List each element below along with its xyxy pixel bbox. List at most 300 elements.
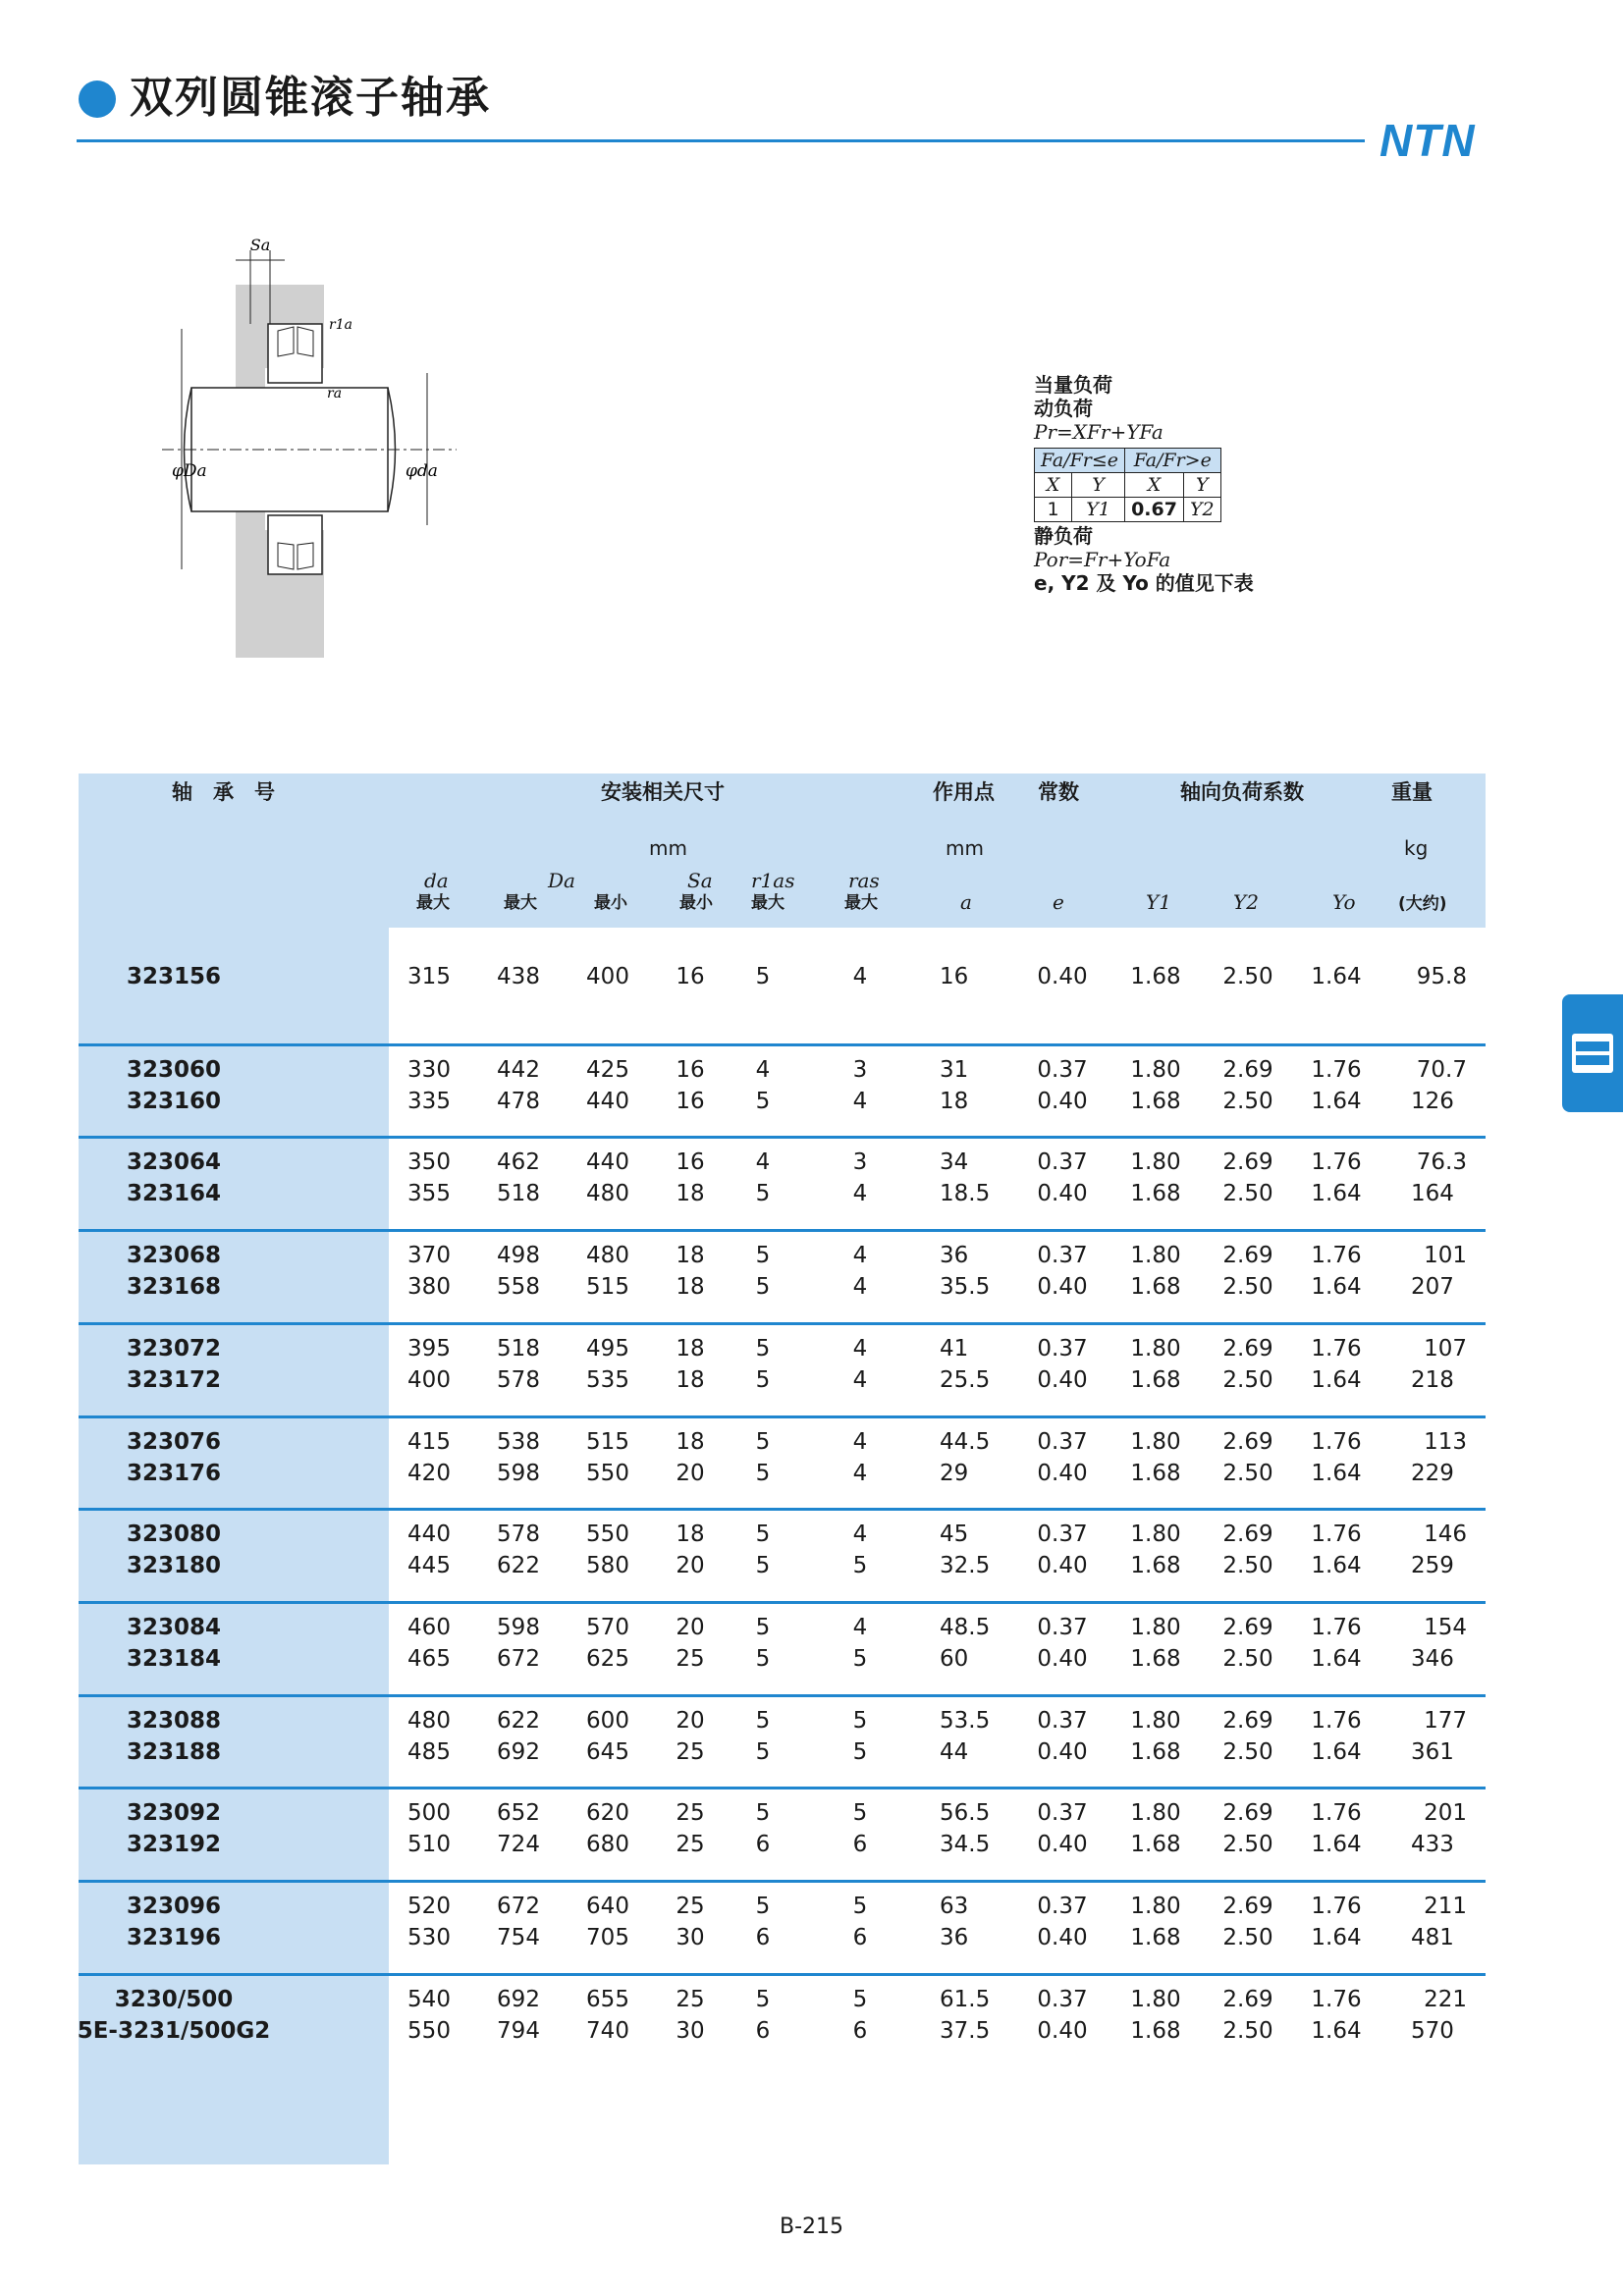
table-cell: 705: [586, 1925, 629, 1950]
bearing-number-cell[interactable]: 323092: [126, 1800, 222, 1827]
table-row: [0, 1736, 1623, 1768]
table-cell: 0.37: [1037, 1056, 1088, 1083]
unit-mm-a: mm: [946, 836, 984, 860]
table-cell: 692: [497, 1986, 540, 2012]
limit-min-Da: 最小: [594, 893, 627, 913]
load-factor-table: [1034, 448, 1221, 522]
table-cell: 425: [586, 1056, 629, 1083]
val-x2: 0.67: [1125, 498, 1184, 522]
table-row: [0, 1086, 1623, 1117]
dynamic-load-heading: 动负荷: [1034, 397, 1093, 420]
table-cell: 177: [1424, 1707, 1467, 1734]
table-cell: 794: [497, 2017, 540, 2044]
table-cell: 211: [1424, 1894, 1467, 1919]
table-cell: 2.69: [1222, 1149, 1273, 1176]
sym-Y1: Y1: [1146, 890, 1171, 914]
bearing-number-cell[interactable]: 323176: [126, 1460, 222, 1486]
table-cell: 41: [940, 1335, 969, 1362]
table-cell: 0.40: [1037, 1553, 1088, 1579]
col-y-1: Y: [1072, 473, 1125, 498]
table-cell: 0.40: [1037, 2017, 1088, 2044]
values-note: e, Y2 及 Yo 的值见下表: [1034, 571, 1254, 595]
table-cell: 20: [676, 1614, 705, 1640]
table-cell: 5: [755, 1614, 771, 1640]
page-title: 双列圆锥滚子轴承: [130, 73, 491, 123]
bearing-number-cell[interactable]: 323184: [126, 1645, 222, 1672]
bearing-number-cell[interactable]: 323088: [126, 1707, 222, 1734]
table-cell: 0.40: [1037, 1366, 1088, 1393]
table-cell: 380: [407, 1274, 451, 1301]
bearing-number-cell[interactable]: 323060: [126, 1056, 222, 1083]
table-cell: 164: [1411, 1181, 1454, 1207]
table-cell: 25: [676, 1738, 705, 1765]
table-row: [0, 961, 1623, 992]
table-cell: 672: [497, 1645, 540, 1672]
table-cell: 518: [497, 1335, 540, 1362]
table-row: [0, 1891, 1623, 1922]
val-y2: Y2: [1183, 498, 1220, 522]
bearing-number-cell[interactable]: 323064: [126, 1149, 222, 1176]
bearing-number-cell[interactable]: 323156: [126, 964, 222, 989]
table-cell: 48.5: [940, 1614, 991, 1640]
bearing-mounting-diagram: [162, 231, 457, 663]
table-cell: 221: [1424, 1986, 1467, 2012]
table-cell: 1.68: [1130, 1832, 1181, 1858]
table-cell: 740: [586, 2017, 629, 2044]
table-cell: 6: [852, 2017, 868, 2044]
table-cell: 498: [497, 1243, 540, 1269]
table-cell: 1.80: [1130, 1614, 1181, 1640]
sym-Yo: Yo: [1332, 890, 1356, 914]
table-cell: 478: [497, 1088, 540, 1114]
sym-e: e: [1053, 890, 1064, 914]
table-row: [0, 2015, 1623, 2047]
table-cell: 538: [497, 1428, 540, 1455]
table-cell: 101: [1424, 1243, 1467, 1269]
limit-max-Da: 最大: [504, 893, 537, 913]
table-cell: 1.76: [1311, 1335, 1362, 1362]
cond-le-cell: Fa/Fr≤e: [1035, 449, 1125, 473]
table-cell: 550: [586, 1522, 629, 1548]
table-cell: 1.68: [1130, 1088, 1181, 1114]
table-cell: 0.40: [1037, 1645, 1088, 1672]
table-cell: 5: [852, 1800, 868, 1827]
bearing-number-cell[interactable]: 323164: [126, 1181, 222, 1207]
table-cell: 1.76: [1311, 1149, 1362, 1176]
table-row: [0, 1240, 1623, 1271]
group-divider: [79, 1508, 1486, 1511]
table-cell: 1.76: [1311, 1894, 1362, 1919]
table-cell: 1.80: [1130, 1335, 1181, 1362]
table-cell: 1.64: [1311, 964, 1362, 989]
table-cell: 18: [940, 1088, 969, 1114]
table-cell: 0.37: [1037, 1428, 1088, 1455]
bearing-number-cell[interactable]: 323188: [126, 1738, 222, 1765]
table-cell: 2.69: [1222, 1056, 1273, 1083]
val-y1: Y1: [1072, 498, 1125, 522]
group-divider: [79, 1694, 1486, 1697]
table-cell: 550: [586, 1460, 629, 1486]
bearing-number-cell[interactable]: 323196: [126, 1925, 222, 1950]
table-cell: 2.50: [1222, 1088, 1273, 1114]
table-cell: 0.37: [1037, 1149, 1088, 1176]
table-cell: 2.50: [1222, 1738, 1273, 1765]
table-cell: 1.68: [1130, 1274, 1181, 1301]
header-load-center: 作用点: [933, 780, 995, 804]
table-row: [0, 1054, 1623, 1086]
header-rule: [77, 139, 1365, 142]
table-cell: 2.50: [1222, 1645, 1273, 1672]
table-cell: 518: [497, 1181, 540, 1207]
table-cell: 25: [676, 1986, 705, 2012]
table-cell: 578: [497, 1522, 540, 1548]
table-cell: 1.64: [1311, 1181, 1362, 1207]
table-cell: 3: [852, 1149, 868, 1176]
table-cell: 5: [755, 1088, 771, 1114]
table-cell: 16: [940, 964, 969, 989]
table-row: [0, 1922, 1623, 1953]
table-cell: 355: [407, 1181, 451, 1207]
table-cell: 520: [407, 1894, 451, 1919]
group-divider: [79, 1415, 1486, 1418]
table-cell: 4: [755, 1056, 771, 1083]
val-x1: 1: [1035, 498, 1072, 522]
table-cell: 1.64: [1311, 1738, 1362, 1765]
table-row: [0, 1550, 1623, 1581]
table-cell: 0.37: [1037, 1335, 1088, 1362]
table-cell: 465: [407, 1645, 451, 1672]
table-cell: 3: [852, 1056, 868, 1083]
bearing-number-cell[interactable]: 323080: [126, 1522, 222, 1548]
table-cell: 56.5: [940, 1800, 991, 1827]
table-cell: 645: [586, 1738, 629, 1765]
bearing-number-cell[interactable]: 323180: [126, 1553, 222, 1579]
table-cell: 0.37: [1037, 1894, 1088, 1919]
table-cell: 25: [676, 1832, 705, 1858]
table-cell: 1.80: [1130, 1243, 1181, 1269]
table-cell: 6: [852, 1832, 868, 1858]
table-cell: 480: [586, 1181, 629, 1207]
table-cell: 4: [852, 1614, 868, 1640]
bearing-number-cell[interactable]: 323168: [126, 1274, 222, 1301]
table-cell: 0.37: [1037, 1986, 1088, 2012]
table-cell: 4: [852, 1366, 868, 1393]
table-cell: 207: [1411, 1274, 1454, 1301]
table-cell: 640: [586, 1894, 629, 1919]
table-cell: 330: [407, 1056, 451, 1083]
header-mounting-dims: 安装相关尺寸: [601, 780, 725, 804]
col-x-2: X: [1125, 473, 1184, 498]
table-cell: 44.5: [940, 1428, 991, 1455]
group-divider: [79, 1322, 1486, 1325]
bearing-number-cell[interactable]: 323072: [126, 1335, 222, 1362]
table-cell: 146: [1424, 1522, 1467, 1548]
sym-r1as: r1as: [751, 869, 795, 892]
table-cell: 5: [755, 1707, 771, 1734]
table-cell: 1.68: [1130, 1925, 1181, 1950]
col-x-1: X: [1035, 473, 1072, 498]
table-cell: 598: [497, 1460, 540, 1486]
page-number: B-215: [779, 2215, 844, 2239]
table-row: [0, 1333, 1623, 1364]
group-divider: [79, 1601, 1486, 1604]
table-cell: 2.50: [1222, 1832, 1273, 1858]
table-cell: 37.5: [940, 2017, 991, 2044]
table-cell: 1.68: [1130, 1460, 1181, 1486]
table-cell: 18: [676, 1366, 705, 1393]
limit-max-da: 最大: [416, 893, 450, 913]
table-row: [0, 1705, 1623, 1736]
table-cell: 1.76: [1311, 1800, 1362, 1827]
table-cell: 2.69: [1222, 1707, 1273, 1734]
table-cell: 442: [497, 1056, 540, 1083]
table-cell: 1.80: [1130, 1428, 1181, 1455]
table-cell: 5: [755, 1274, 771, 1301]
table-cell: 2.50: [1222, 1553, 1273, 1579]
bearing-number-cell[interactable]: 3230/500: [114, 1986, 234, 2012]
table-cell: 29: [940, 1460, 969, 1486]
table-cell: 31: [940, 1056, 969, 1083]
table-cell: 32.5: [940, 1553, 991, 1579]
table-cell: 540: [407, 1986, 451, 2012]
table-cell: 1.76: [1311, 1986, 1362, 2012]
table-cell: 420: [407, 1460, 451, 1486]
table-cell: 481: [1411, 1925, 1454, 1950]
table-row: [0, 1426, 1623, 1458]
table-cell: 485: [407, 1738, 451, 1765]
table-cell: 2.69: [1222, 1522, 1273, 1548]
bearing-number-cell[interactable]: 323160: [126, 1088, 222, 1114]
table-cell: 6: [755, 1832, 771, 1858]
table-cell: 4: [852, 1335, 868, 1362]
table-cell: 620: [586, 1800, 629, 1827]
table-cell: 570: [586, 1614, 629, 1640]
table-cell: 5: [755, 1243, 771, 1269]
table-cell: 622: [497, 1707, 540, 1734]
unit-mm: mm: [649, 836, 687, 860]
table-cell: 18.5: [940, 1181, 991, 1207]
bearing-number-cell[interactable]: 323192: [126, 1832, 222, 1858]
table-cell: 535: [586, 1366, 629, 1393]
table-cell: 600: [586, 1707, 629, 1734]
table-cell: 45: [940, 1522, 969, 1548]
table-cell: 36: [940, 1925, 969, 1950]
table-cell: 0.40: [1037, 964, 1088, 989]
table-cell: 5: [755, 1181, 771, 1207]
table-cell: 0.40: [1037, 1738, 1088, 1765]
table-row: [0, 1829, 1623, 1860]
table-row: [0, 1797, 1623, 1829]
table-cell: 440: [586, 1088, 629, 1114]
table-cell: 5: [852, 1707, 868, 1734]
group-divider: [79, 1787, 1486, 1789]
table-cell: 680: [586, 1832, 629, 1858]
title-bullet-icon: [79, 80, 116, 118]
header-bearing-no: 轴 承 号: [172, 780, 275, 804]
col-y-2: Y: [1183, 473, 1220, 498]
table-cell: 4: [852, 1181, 868, 1207]
table-cell: 460: [407, 1614, 451, 1640]
table-cell: 480: [407, 1707, 451, 1734]
table-cell: 395: [407, 1335, 451, 1362]
table-cell: 1.80: [1130, 1800, 1181, 1827]
group-divider: [79, 1229, 1486, 1232]
table-cell: 0.40: [1037, 1925, 1088, 1950]
table-cell: 259: [1411, 1553, 1454, 1579]
table-cell: 2.69: [1222, 1614, 1273, 1640]
table-cell: 370: [407, 1243, 451, 1269]
table-cell: 1.76: [1311, 1056, 1362, 1083]
table-cell: 2.69: [1222, 1894, 1273, 1919]
table-cell: 652: [497, 1800, 540, 1827]
table-cell: 18: [676, 1522, 705, 1548]
table-cell: 495: [586, 1335, 629, 1362]
table-cell: 625: [586, 1645, 629, 1672]
table-cell: 1.64: [1311, 1645, 1362, 1672]
table-cell: 1.64: [1311, 1088, 1362, 1114]
table-row: [0, 1519, 1623, 1550]
table-cell: 400: [407, 1366, 451, 1393]
table-cell: 2.50: [1222, 2017, 1273, 2044]
weight-approx: (大约): [1398, 894, 1447, 914]
table-cell: 1.80: [1130, 1149, 1181, 1176]
table-cell: 16: [676, 1149, 705, 1176]
table-cell: 440: [586, 1149, 629, 1176]
group-divider: [79, 1973, 1486, 1976]
table-cell: 5: [755, 1428, 771, 1455]
table-cell: 2.69: [1222, 1800, 1273, 1827]
table-cell: 4: [852, 1274, 868, 1301]
equivalent-load-panel: [1034, 373, 1368, 595]
table-cell: 20: [676, 1553, 705, 1579]
table-row: [0, 1178, 1623, 1209]
table-cell: 34.5: [940, 1832, 991, 1858]
table-row: [0, 1984, 1623, 2015]
header-weight: 重量: [1391, 780, 1433, 804]
table-cell: 5: [852, 1986, 868, 2012]
table-cell: 0.40: [1037, 1274, 1088, 1301]
table-row: [0, 1643, 1623, 1675]
table-cell: 6: [755, 1925, 771, 1950]
table-cell: 126: [1411, 1088, 1454, 1114]
sym-Da: Da: [548, 869, 575, 892]
table-cell: 5: [755, 1894, 771, 1919]
table-row: [0, 1612, 1623, 1643]
table-cell: 530: [407, 1925, 451, 1950]
table-cell: 2.50: [1222, 1925, 1273, 1950]
table-cell: 2.69: [1222, 1335, 1273, 1362]
table-cell: 44: [940, 1738, 969, 1765]
table-cell: 4: [852, 1088, 868, 1114]
table-cell: 598: [497, 1614, 540, 1640]
table-cell: 515: [586, 1274, 629, 1301]
table-cell: 462: [497, 1149, 540, 1176]
table-cell: 20: [676, 1460, 705, 1486]
group-divider: [79, 1880, 1486, 1883]
table-cell: 0.37: [1037, 1800, 1088, 1827]
table-cell: 433: [1411, 1832, 1454, 1858]
table-cell: 2.50: [1222, 964, 1273, 989]
table-cell: 480: [586, 1243, 629, 1269]
group-divider: [79, 1043, 1486, 1046]
table-cell: 1.68: [1130, 1738, 1181, 1765]
table-cell: 18: [676, 1428, 705, 1455]
table-cell: 229: [1411, 1460, 1454, 1486]
bearing-number-cell[interactable]: 323068: [126, 1243, 222, 1269]
table-cell: 335: [407, 1088, 451, 1114]
table-cell: 415: [407, 1428, 451, 1455]
r1a-label: r1a: [329, 317, 352, 333]
table-cell: 500: [407, 1800, 451, 1827]
table-cell: 2.69: [1222, 1428, 1273, 1455]
table-cell: 438: [497, 964, 540, 989]
table-row: [0, 1271, 1623, 1303]
limit-max-r1as: 最大: [751, 893, 784, 913]
table-cell: 2.50: [1222, 1366, 1273, 1393]
table-cell: 1.68: [1130, 1181, 1181, 1207]
table-cell: 5: [755, 1800, 771, 1827]
table-cell: 1.76: [1311, 1614, 1362, 1640]
table-cell: 440: [407, 1522, 451, 1548]
bearing-number-cell[interactable]: 323172: [126, 1366, 222, 1393]
table-cell: 1.68: [1130, 2017, 1181, 2044]
table-cell: 570: [1411, 2017, 1454, 2044]
table-cell: 724: [497, 1832, 540, 1858]
brand-logo: NTN: [1380, 115, 1476, 166]
table-cell: 400: [586, 964, 629, 989]
table-cell: 692: [497, 1738, 540, 1765]
table-cell: 5: [755, 1645, 771, 1672]
table-cell: 2.50: [1222, 1274, 1273, 1301]
table-cell: 16: [676, 1088, 705, 1114]
table-cell: 4: [755, 1149, 771, 1176]
table-cell: 1.80: [1130, 1522, 1181, 1548]
table-cell: 2.69: [1222, 1986, 1273, 2012]
table-cell: 5: [755, 1738, 771, 1765]
table-cell: 2.69: [1222, 1243, 1273, 1269]
table-row: [0, 1147, 1623, 1178]
static-load-heading: 静负荷: [1034, 524, 1093, 548]
bearing-number-cell[interactable]: 323084: [126, 1614, 222, 1640]
table-cell: 1.64: [1311, 1460, 1362, 1486]
table-cell: 1.68: [1130, 964, 1181, 989]
table-cell: 672: [497, 1894, 540, 1919]
table-cell: 1.76: [1311, 1428, 1362, 1455]
table-cell: 1.64: [1311, 1366, 1362, 1393]
table-cell: 61.5: [940, 1986, 991, 2012]
table-cell: 5: [755, 1366, 771, 1393]
table-cell: 1.64: [1311, 1553, 1362, 1579]
table-cell: 655: [586, 1986, 629, 2012]
table-cell: 0.37: [1037, 1707, 1088, 1734]
bearing-number-cell[interactable]: 323096: [126, 1894, 222, 1919]
table-cell: 2.50: [1222, 1460, 1273, 1486]
cond-gt-cell: Fa/Fr>e: [1125, 449, 1221, 473]
table-cell: 5: [755, 1522, 771, 1548]
table-cell: 1.68: [1130, 1645, 1181, 1672]
table-cell: 1.76: [1311, 1243, 1362, 1269]
bearing-number-cell[interactable]: 5E-3231/500G2: [77, 2017, 271, 2044]
table-cell: 154: [1424, 1614, 1467, 1640]
table-cell: 6: [852, 1925, 868, 1950]
table-cell: 580: [586, 1553, 629, 1579]
table-cell: 4: [852, 1243, 868, 1269]
table-cell: 0.37: [1037, 1522, 1088, 1548]
table-cell: 0.40: [1037, 1181, 1088, 1207]
table-cell: 95.8: [1416, 964, 1467, 989]
bearing-number-cell[interactable]: 323076: [126, 1428, 222, 1455]
table-cell: 20: [676, 1707, 705, 1734]
